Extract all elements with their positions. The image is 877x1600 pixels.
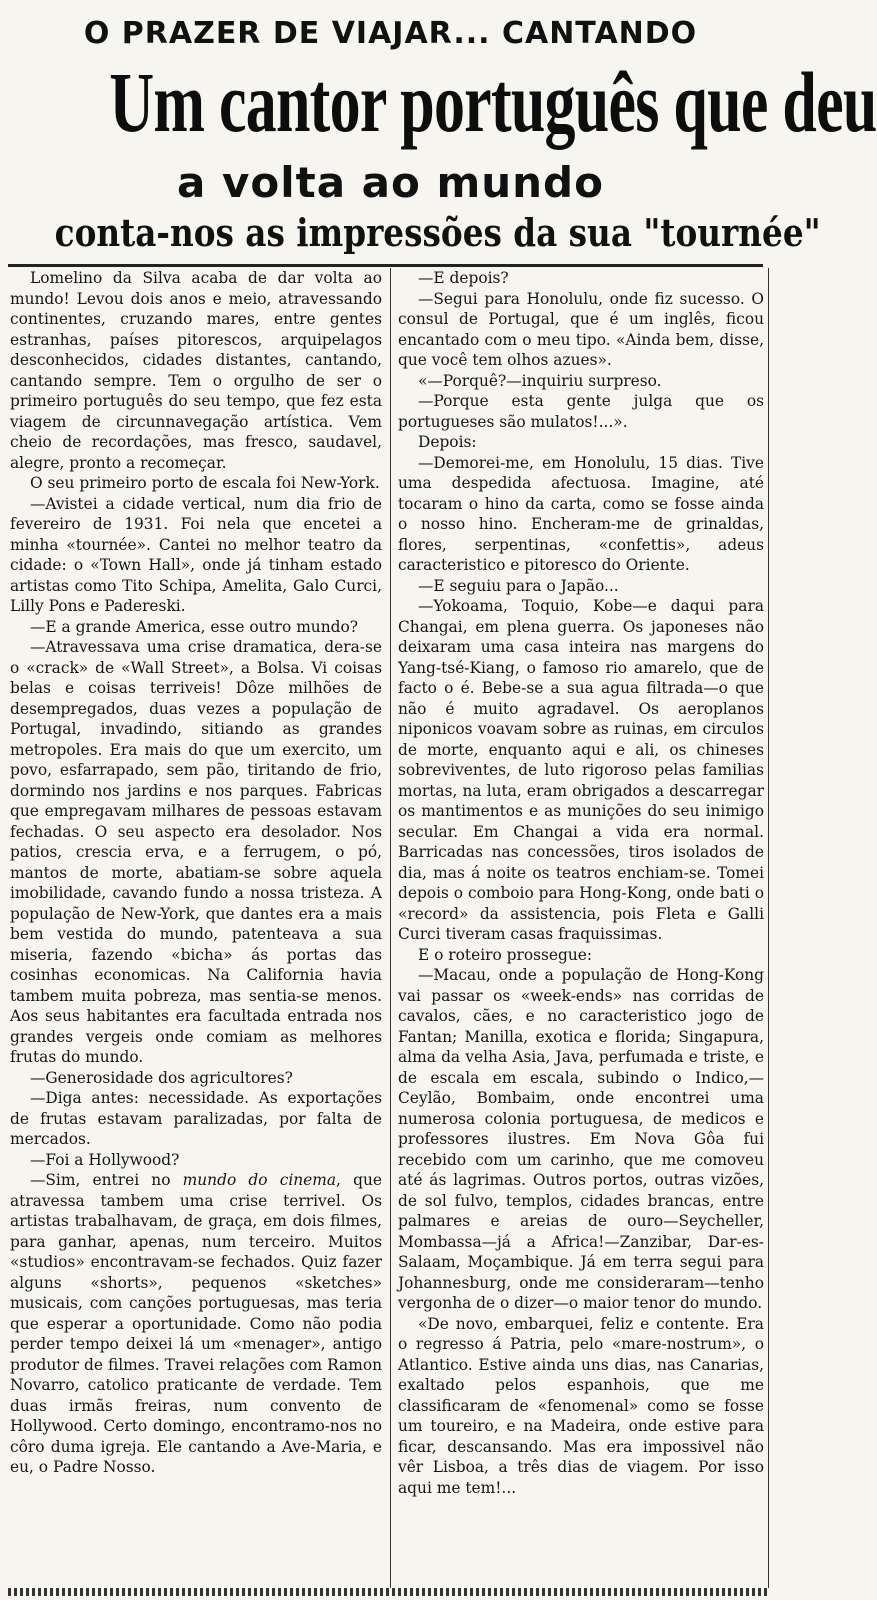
main-headline: Um cantor português que deu: [109, 54, 877, 150]
paragraph: —Generosidade dos agricultores?: [30, 1068, 293, 1087]
paragraph: —Foi a Hollywood?: [30, 1150, 180, 1169]
paragraph: Depois:: [418, 433, 477, 451]
deck-heading: conta-nos as impressões da sua "tournée": [54, 210, 821, 255]
column-divider: [390, 268, 391, 1588]
right-column: [398, 268, 764, 1588]
paragraph-text: , que atravessa tambem uma crise terrivel. Os artistas trabalhavam, de graça, em dois filmes, para ganhar, apenas, num terceiro. Muitos «studios» encontravam-se fechados. Quiz fazer alguns «shorts», pequenos «sketches» musicais, com canções portuguesas, mas teria que esperar a oportunidade. Como não podia perder tempo deixei lá um «menager», antigo produtor de filmes. Travei relações com Ramon Novarro, catolico praticante de verdade. Tem duas irmãs freiras, num convento de Hollywood. Certo domingo, encontramo-nos no côro duma igreja. Ele cantando a Ave-Maria, e eu, o Padre Nosso.: [10, 1171, 382, 1476]
paragraph-text: —Sim, entrei no: [30, 1171, 183, 1189]
left-column: [10, 268, 382, 1588]
right-border: [768, 268, 769, 1588]
paragraph: O seu primeiro porto de escala foi New-York.: [30, 474, 380, 492]
paragraph: —Macau, onde a população de Hong-Kong vai passar os «week-ends» nas corridas de cavalos, cães, e no caracteristico jogo de Fantan; Manilla, exotica e florida; Singapura, alma da velha Asia, Java, perfumada e triste, e de escala em escala, subindo o Indico,—Ceylão, Bombaim, onde encontrei uma numerosa colonia portuguesa, de medicos e professores ilustres. Em Nova Gôa fui recebido com um carinho, que me comoveu até ás lagrimas. Outros portos, outras vizões, de sol fulvo, templos, cidades brancas, entre palmares e areias de ouro—Seycheller, Mombassa—já a Africa!—Zanzibar, Dar-es-Salaam, Moçambique. Já em terra segui para Johannesburg, onde me consideraram—tenho vergonha de o dizer—o maior tenor do mundo.: [398, 966, 764, 1312]
subheadline: a volta ao mundo: [177, 158, 604, 207]
emphasis-text: mundo do cinema: [182, 1171, 337, 1189]
paragraph: «—Porquê?—inquiriu surpreso.: [418, 371, 662, 390]
kicker-heading: O PRAZER DE VIAJAR... CANTANDO: [83, 16, 698, 51]
bottom-rule: [8, 1588, 768, 1596]
paragraph: Lomelino da Silva acaba de dar volta ao mundo! Levou dois anos e meio, atravessando continentes, cruzando mares, entre gentes estranhas, países pitorescos, arquipelagos desconhecidos, cidades distantes, cantando, cantando sempre. Tem o orgulho de ser o primeiro português do seu tempo, que fez esta viagem de circunnavegação artística. Vem cheio de recordações, mas fresco, saudavel, alegre, pronto a recomeçar.: [10, 269, 382, 472]
paragraph: —Segui para Honolulu, onde fiz sucesso. O consul de Portugal, que é um inglês, ficou encantado com o meu tipo. «Ainda bem, disse, que você tem olhos azues».: [398, 289, 764, 369]
paragraph: —Avistei a cidade vertical, num dia frio de fevereiro de 1931. Foi nela que encetei a minha «tournée». Cantei no melhor teatro da cidade: o «Town Hall», onde já tinham estado artistas como Tito Schipa, Amelita, Galo Curci, Lilly Pons e Padereski.: [10, 494, 382, 615]
paragraph: [10, 1170, 382, 1478]
paragraph: —Porque esta gente julga que os portugueses são mulatos!...».: [398, 392, 764, 431]
top-rule: [8, 264, 763, 267]
paragraph: «De novo, embarquei, feliz e contente. Era o regresso á Patria, pelo «mare-nostrum», o Atlantico. Estive ainda uns dias, nas Canarias, exaltado pelos espanhois, que me classificaram de «fenomenal» como se fosse um toureiro, e na Madeira, onde estive para ficar, descansando. Mas era impossivel não vêr Lisboa, a três dias de viagem. Por isso aqui me tem!...: [398, 1314, 764, 1497]
paragraph: —Yokoama, Toquio, Kobe—e daqui para Changai, em plena guerra. Os japoneses não deixaram uma casa inteira nas margens do Yang-tsé-Kiang, o famoso rio amarelo, que de facto o é. Bebe-se a sua agua filtrada—o que não é muito agradavel. Os aeroplanos niponicos voavam sobre as ruinas, em circulos de morte, enquanto aqui e ali, os chineses sobreviventes, de luto rigoroso pelas familias mortas, na luta, eram obrigados a descarregar os mantimentos e as munições do seu inimigo secular. Em Changai a vida era normal. Barricadas nas concessões, tiros isolados de dia, mas á noite os teatros enchiam-se. Tomei depois o comboio para Hong-Kong, onde bati o «record» da assistencia, pois Fleta e Galli Curci tiveram casas fraquissimas.: [398, 597, 764, 943]
paragraph: —E seguiu para o Japão...: [418, 576, 619, 595]
paragraph: —Demorei-me, em Honolulu, 15 dias. Tive uma despedida afectuosa. Imagine, até tocaram o hino da carta, como se fosse ainda o nosso hino. Encheram-me de grinaldas, flores, serpentinas, «confettis», adeus caracteristico e pitoresco do Oriente.: [398, 453, 764, 574]
paragraph: —Atravessava uma crise dramatica, dera-se o «crack» de «Wall Street», a Bolsa. Vi coisas belas e coisas terriveis! Dôze milhões de desempregados, duas vezes a população de Portugal, invadindo, sitiando as grandes metropoles. Era mais do que um exercito, um povo, esfarrapado, sem pão, tiritando de frio, dormindo nos jardins e nos parques. Fabricas que empregavam milhares de pessoas estavam fechadas. O seu aspecto era desolador. Nos patios, crescia erva, e a ferrugem, o pó, mantos de morte, abatiam-se sobre aquela imobilidade, cavando fundo a nossa tristeza. A população de New-York, que dantes era a mais bem vestida do mundo, patenteava a sua miseria, fazendo «bicha» ás portas das cosinhas economicas. Na California havia tambem muita pobreza, mas sentia-se menos. Aos seus habitantes era facultada entrada nos grandes vergeis onde comiam as melhores frutas do mundo.: [10, 638, 382, 1066]
paragraph: —Diga antes: necessidade. As exportações de frutas estavam paralizadas, por falta de mercados.: [10, 1089, 382, 1148]
paragraph: —E depois?: [418, 269, 509, 287]
paragraph: —E a grande America, esse outro mundo?: [30, 617, 358, 636]
paragraph: E o roteiro prossegue:: [418, 945, 593, 964]
